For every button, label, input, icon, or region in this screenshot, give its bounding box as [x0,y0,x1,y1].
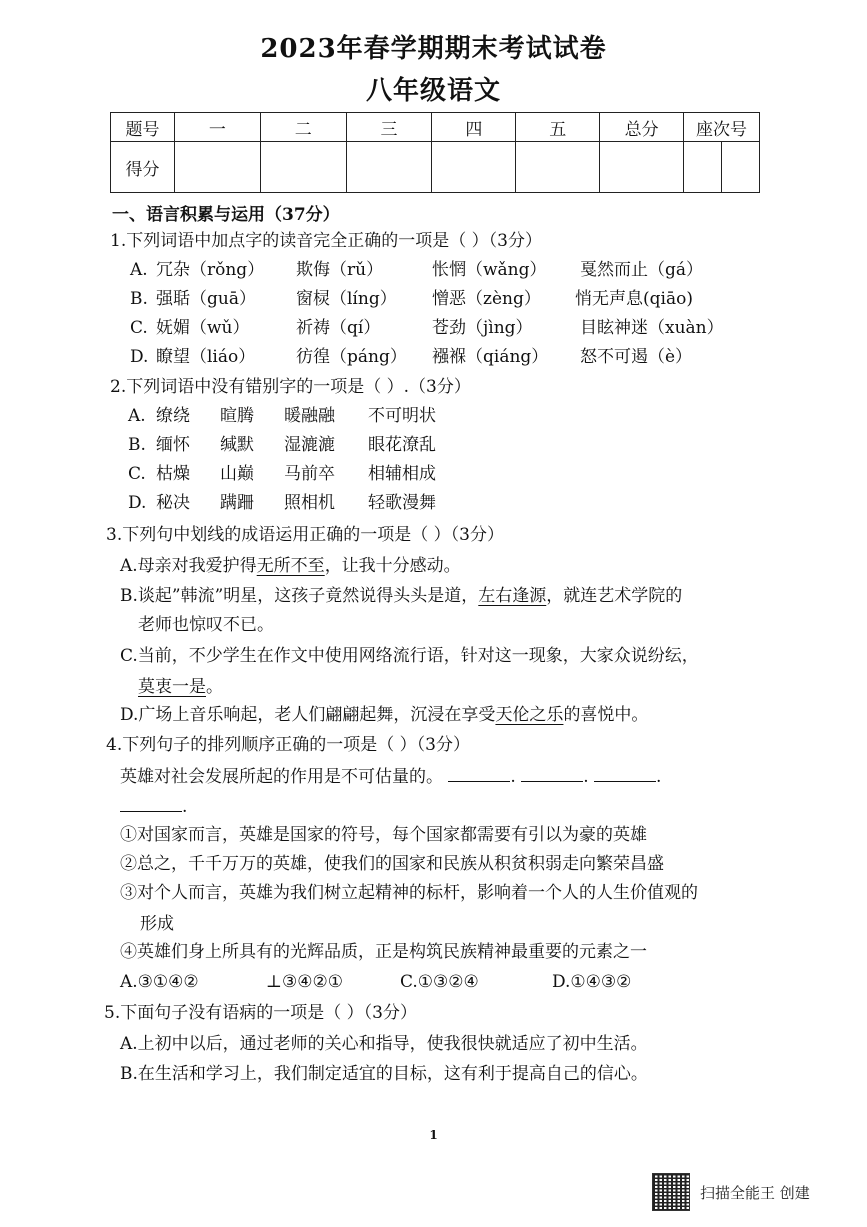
score-header-cell: 题号 [111,113,175,142]
score-header-cell: 一 [174,113,260,142]
option-item: 不可明状 [368,406,436,426]
option-item: 缅怀 [156,435,190,455]
exam-subtitle: 八年级语文 [365,76,501,106]
score-header-cell: 座次号 [684,113,760,142]
question-5-stem: 5.下面句子没有语病的一项是（ ）（3分） [104,1003,417,1023]
option-text: A.母亲对我爱护得 [120,556,257,576]
question-3-stem: 3.下列句中划线的成语运用正确的一项是（ ）（3分） [106,525,504,545]
option-item: 轻歌漫舞 [368,493,436,513]
exam-title: 2023年春学期期末考试试卷 [260,34,607,64]
option-c: C.①③②④ [400,972,479,992]
option-item: 枯燥 [156,464,190,484]
option-label: D. [130,347,149,367]
option-item: 照相机 [284,493,335,513]
section-heading: 一、语言积累与运用（37分） [112,205,340,225]
option-label: B. [130,289,148,309]
option-text: ，就连艺术学院的 [546,586,683,606]
sentence-3: ③对个人而言，英雄为我们树立起精神的标杆，影响着一个人的人生价值观的 [120,883,698,903]
page-number: 1 [429,1128,438,1142]
option-d: D.①④③② [552,972,632,992]
option-text: 的喜悦中。 [563,705,649,725]
answer-blank[interactable] [594,767,656,782]
option-item: 强聒（guā） [156,289,256,309]
score-row-label: 得分 [111,142,175,193]
question-4-stem: 4.下列句子的排列顺序正确的一项是（ ）（3分） [106,735,470,755]
score-header-cell: 三 [346,113,432,142]
watermark-text: 扫描全能王 创建 [700,1183,810,1202]
score-header-cell: 五 [516,113,600,142]
score-cell[interactable] [516,142,600,193]
option-c: C.当前，不少学生在作文中使用网络流行语，针对这一现象，大家众说纷纭， [120,646,699,666]
sentence-4: ④英雄们身上所具有的光辉品质，正是构筑民族精神最重要的元素之一 [120,942,647,962]
score-cell[interactable] [346,142,432,193]
score-cell[interactable] [722,142,760,193]
underlined-idiom: 左右逢源 [478,586,547,606]
score-header-cell: 二 [260,113,346,142]
option-item: 蹒跚 [220,493,254,513]
question-4-lead: 英雄对社会发展所起的作用是不可估量的。 . . . [120,767,662,787]
score-header-cell: 总分 [600,113,684,142]
option-item: 相辅相成 [368,464,436,484]
option-item: 憎恶（zèng） [432,289,541,309]
option-item: 暖融融 [284,406,335,426]
option-b [120,585,682,607]
question-4-lead-cont: . [120,796,187,818]
score-cell[interactable] [432,142,516,193]
option-item: 苍劲（jìng） [432,318,533,338]
lead-sentence: 英雄对社会发展所起的作用是不可估量的。 [120,767,443,787]
answer-blank[interactable] [120,797,182,812]
sentence-2: ②总之，千千万万的英雄，使我们的国家和民族从积贫积弱走向繁荣昌盛 [120,854,664,874]
score-table-score-row [111,142,760,193]
question-2-stem: 2.下列词语中没有错别字的一项是（ ）.（3分） [110,377,471,397]
question-1-stem: 1.下列词语中加点字的读音完全正确的一项是（ ）（3分） [110,231,542,251]
option-item: 秘决 [156,493,190,513]
option-item: 窗棂（líng） [296,289,397,309]
score-cell[interactable] [600,142,684,193]
sentence-1: ①对国家而言，英雄是国家的符号，每个国家都需要有引以为豪的英雄 [120,825,647,845]
option-item: 山巅 [220,464,254,484]
answer-blank[interactable] [521,767,583,782]
option-item: 怅惘（wǎng） [432,260,547,280]
option-item: 马前卒 [284,464,335,484]
option-a: A.③①④② [120,972,199,992]
option-item: 欺侮（rǔ） [296,260,384,280]
option-text: B.谈起”韩流”明星，这孩子竟然说得头头是道， [120,586,479,606]
score-table-header-row [111,113,760,142]
score-cell[interactable] [174,142,260,193]
option-label: A. [130,260,148,280]
sentence-3-cont: 形成 [140,914,174,934]
option-text: 。 [206,677,223,697]
option-item: 戛然而止（gá） [580,260,704,280]
option-item: 暄腾 [220,406,254,426]
answer-blank[interactable] [448,767,510,782]
option-label: C. [130,318,148,338]
option-d [120,704,648,726]
option-item: 悄无声息(qiāo) [575,289,693,309]
option-item: 缭绕 [156,406,190,426]
score-table [110,112,760,193]
option-c-cont [138,676,223,698]
option-b-cont: 老师也惊叹不已。 [138,615,274,635]
option-label: B. [128,435,146,455]
option-item: 祈祷（qí） [296,318,381,338]
underlined-idiom: 无所不至 [256,556,325,576]
option-item: 湿漉漉 [284,435,335,455]
underlined-idiom: 天伦之乐 [495,705,564,725]
option-item: 目眩神迷（xuàn） [580,318,724,338]
option-item: 襁褓（qiáng） [432,347,549,367]
option-label: A. [128,406,146,426]
option-item: 彷徨（páng） [296,347,407,367]
option-label: D. [128,493,147,513]
option-item: 妩媚（wǔ） [156,318,250,338]
option-label: C. [128,464,146,484]
option-a [120,555,461,577]
option-b: ⊥③④②① [266,972,343,992]
underlined-idiom: 莫衷一是 [138,677,206,697]
option-b: B.在生活和学习上，我们制定适宜的目标，这有利于提高自己的信心。 [120,1064,648,1084]
option-a: A.上初中以后，通过老师的关心和指导，使我很快就适应了初中生活。 [120,1034,648,1054]
option-item: 冗杂（rǒng） [156,260,265,280]
option-item: 缄默 [220,435,254,455]
option-item: 怒不可遏（è） [580,347,693,367]
qr-code-icon [652,1173,690,1211]
score-cell[interactable] [684,142,722,193]
score-cell[interactable] [260,142,346,193]
option-text: D.广场上音乐响起，老人们翩翩起舞，沉浸在享受 [120,705,496,725]
option-item: 眼花潦乱 [368,435,436,455]
scanner-watermark [652,1172,852,1212]
option-item: 瞭望（liáo） [156,347,256,367]
score-header-cell: 四 [432,113,516,142]
option-text: ，让我十分感动。 [324,556,461,576]
